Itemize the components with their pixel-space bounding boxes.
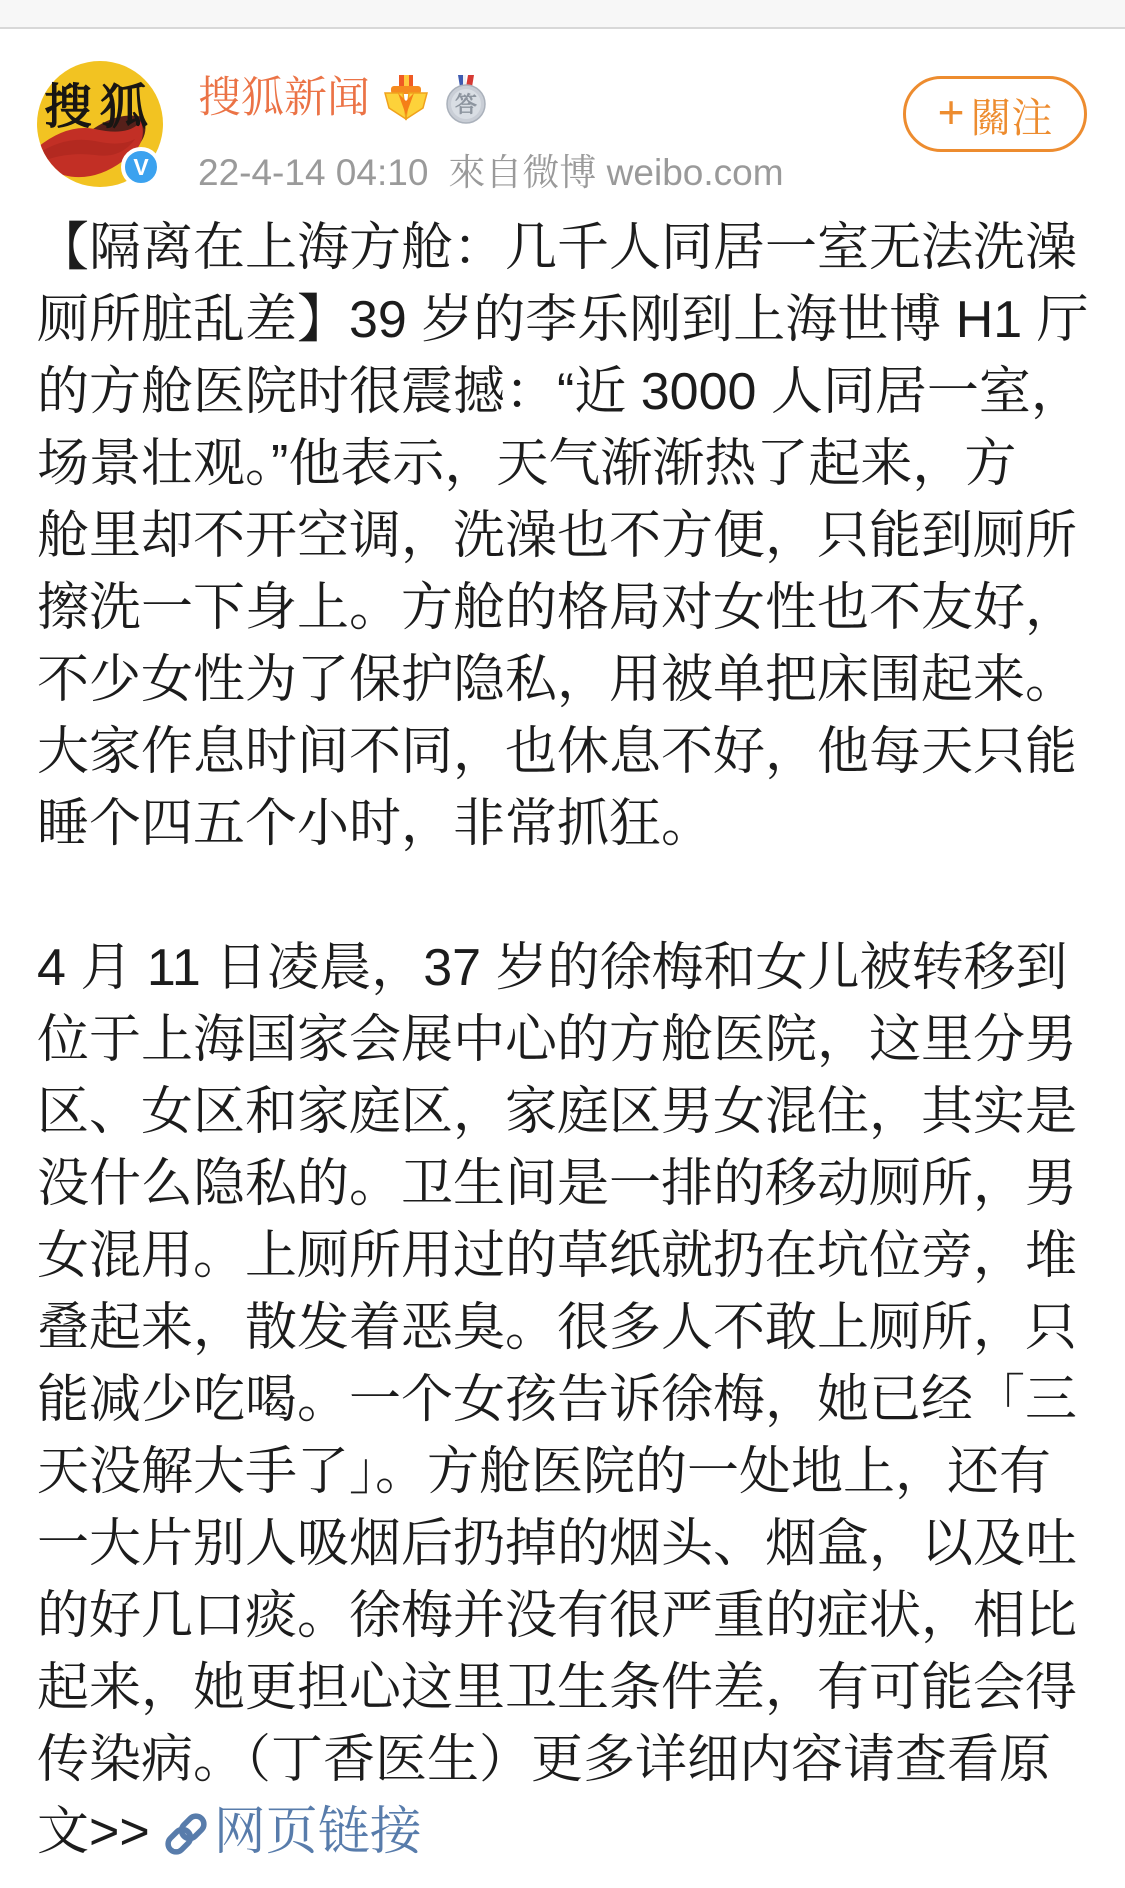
gold-v-medal-icon	[382, 73, 430, 125]
avatar[interactable]	[37, 61, 163, 187]
weblink[interactable]	[164, 1796, 422, 1868]
post-line: 位于上海国家会展中心的方舱医院，这里分男	[37, 1011, 1078, 1069]
post-line: 的好几口痰。徐梅并没有很严重的症状，相比	[37, 1587, 1078, 1645]
post-line: 厕所脏乱差】39 岁的李乐刚到上海世博 H1 厅	[37, 291, 1089, 349]
post-line: 一大片别人吸烟后扔掉的烟头、烟盒，以及吐	[37, 1515, 1078, 1573]
timestamp: 22-4-14 04:10	[198, 152, 429, 193]
post-meta	[198, 142, 784, 196]
user-block	[198, 73, 784, 196]
post-line: 起来，她更担心这里卫生条件差，有可能会得	[37, 1659, 1078, 1717]
post-line: 女混用。上厕所用过的草纸就扔在坑位旁，堆	[37, 1227, 1078, 1285]
svg-text:答: 答	[454, 92, 478, 117]
post-line: 舱里却不开空调，洗澡也不方便，只能到厕所	[37, 507, 1078, 565]
link-line-prefix: 文>>	[37, 1803, 150, 1861]
post-line: 没什么隐私的。卫生间是一排的移动厕所，男	[37, 1155, 1078, 1213]
follow-button[interactable]	[903, 76, 1087, 152]
post-line: 4 月 11 日凌晨，37 岁的徐梅和女儿被转移到	[37, 939, 1068, 997]
post-line: 场景壮观。”他表示，天气渐渐热了起来，方	[37, 435, 1017, 493]
paragraph-spacer	[37, 860, 1089, 932]
source-label: 來自微博 weibo.com	[448, 152, 784, 193]
link-icon	[164, 1812, 208, 1856]
post-line: 叠起来，散发着恶臭。很多人不敢上厕所，只	[37, 1299, 1078, 1357]
verified-badge-icon: V	[121, 147, 161, 187]
post-line: 【隔离在上海方舱：几千人同居一室无法洗澡	[37, 219, 1078, 277]
post-header	[0, 29, 1125, 201]
post-line: 擦洗一下身上。方舱的格局对女性也不友好，	[37, 579, 1078, 637]
weblink-label: 网页链接	[213, 1803, 422, 1861]
post-line: 天没解大手了」。方舱医院的一处地上，还有	[37, 1443, 1052, 1501]
post-line: 传染病。（丁香医生）更多详细内容请查看原	[37, 1731, 1052, 1789]
silver-answer-medal-icon	[442, 73, 490, 125]
paragraph-2	[37, 932, 1089, 1868]
username[interactable]: 搜狐新闻	[198, 74, 370, 123]
paragraph-1	[37, 212, 1089, 860]
post-body	[37, 212, 1089, 1868]
post-line: 睡个四五个小时，非常抓狂。	[37, 795, 714, 853]
post-line: 区、女区和家庭区，家庭区男女混住，其实是	[37, 1083, 1078, 1141]
post-line: 不少女性为了保护隐私，用被单把床围起来。	[37, 651, 1078, 709]
post-line-with-link	[37, 1796, 1089, 1868]
follow-button-label: 關注	[970, 94, 1053, 141]
post-line: 大家作息时间不同，也休息不好，他每天只能	[37, 723, 1078, 781]
post-line: 的方舱医院时很震撼：“近 3000 人同居一室，	[37, 363, 1083, 421]
post-line: 能减少吃喝。一个女孩告诉徐梅，她已经「三	[37, 1371, 1078, 1429]
plus-icon: +	[937, 86, 965, 138]
top-divider-bar	[0, 0, 1125, 29]
svg-text:搜狐: 搜狐	[43, 81, 157, 134]
